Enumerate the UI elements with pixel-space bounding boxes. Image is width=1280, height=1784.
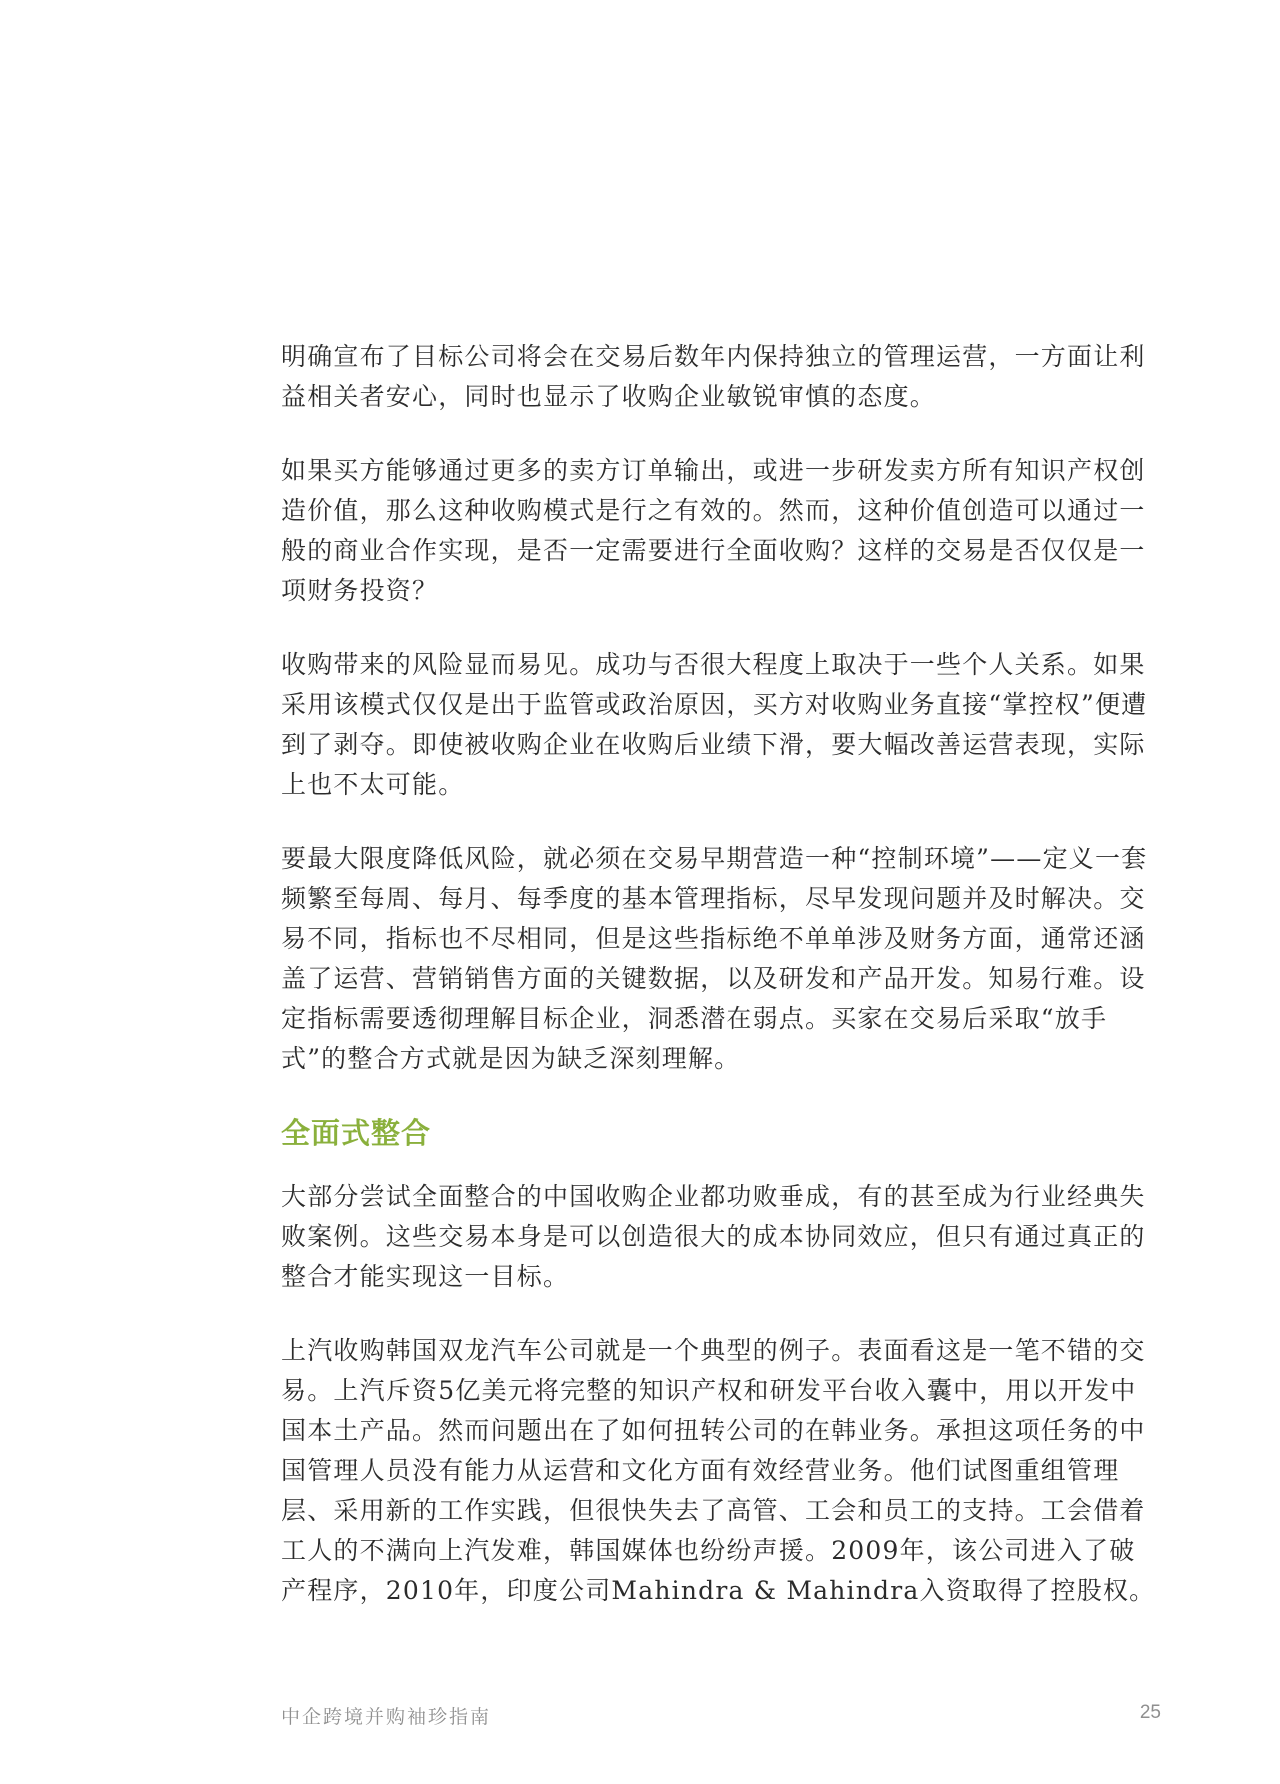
paragraph: 收购带来的风险显而易见。成功与否很大程度上取决于一些个人关系。如果采用该模式仅仅是出于监管或政治原因，买方对收购业务直接“掌控权”便遭到了剥夺。即使被收购企业在收购后业绩下滑，要大幅改善运营表现，实际上也不太可能。 xyxy=(281,650,1148,799)
footer-title: 中企跨境并购袖珍指南 xyxy=(281,1706,492,1728)
paragraph: 大部分尝试全面整合的中国收购企业都功败垂成，有的甚至成为行业经典失败案例。这些交易本身是可以创造很大的成本协同效应，但只有通过真正的整合才能实现这一目标。 xyxy=(281,1182,1146,1291)
paragraph: 上汽收购韩国双龙汽车公司就是一个典型的例子。表面看这是一笔不错的交易。上汽斥资5亿美元将完整的知识产权和研发平台收入囊中，用以开发中国本土产品。然而问题出在了如何扭转公司的在韩业务。承担这项任务的中国管理人员没有能力从运营和文化方面有效经营业务。他们试图重组管理层、采用新的工作实践，但很快失去了高管、工会和员工的支持。工会借着工人的不满向上汽发难，韩国媒体也纷纷声援。2009年，该公司进入了破产程序，2010年，印度公司Mahindra & Mahindra入资取得了控股权。 xyxy=(281,1336,1156,1605)
paragraph: 要最大限度降低风险，就必须在交易早期营造一种“控制环境”——定义一套频繁至每周、每月、每季度的基本管理指标，尽早发现问题并及时解决。交易不同，指标也不尽相同，但是这些指标绝不单单涉及财务方面，通常还涵盖了运营、营销销售方面的关键数据，以及研发和产品开发。知易行难。设定指标需要透彻理解目标企业，洞悉潜在弱点。买家在交易后采取“放手式”的整合方式就是因为缺乏深刻理解。 xyxy=(281,844,1148,1073)
paragraph: 明确宣布了目标公司将会在交易后数年内保持独立的管理运营，一方面让利益相关者安心，同时也显示了收购企业敏锐审慎的态度。 xyxy=(281,342,1146,411)
paragraph: 如果买方能够通过更多的卖方订单输出，或进一步研发卖方所有知识产权创造价值，那么这种收购模式是行之有效的。然而，这种价值创造可以通过一般的商业合作实现，是否一定需要进行全面收购？这样的交易是否仅仅是一项财务投资？ xyxy=(281,456,1146,605)
page-footer xyxy=(281,1702,1161,1732)
page-number: 25 xyxy=(1139,1702,1161,1723)
page-content xyxy=(281,337,1161,1645)
section-heading: 全面式整合 xyxy=(281,1116,432,1150)
